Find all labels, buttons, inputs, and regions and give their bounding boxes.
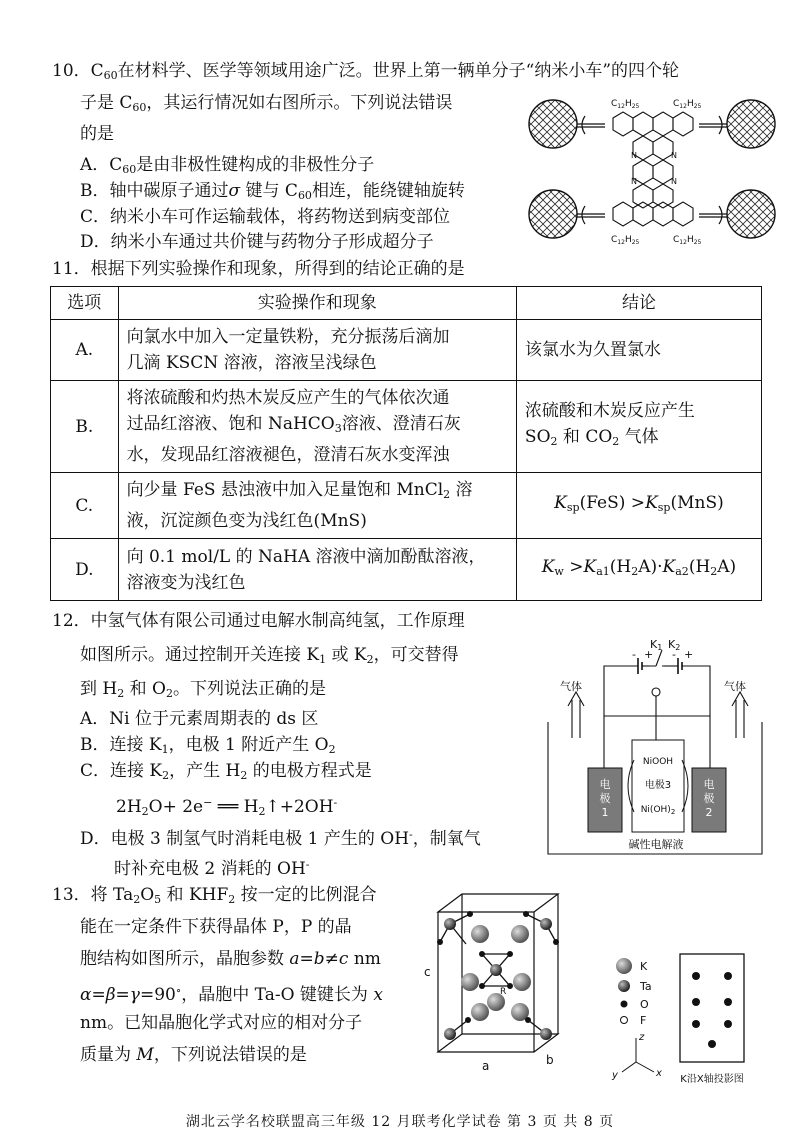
table-row: C. 向少量 FeS 悬浊液中加入足量饱和 MnCl$_2$ 溶 液，沉淀颜色变为浅红色(MnS) $K_{sp}(FeS) >K_{sp}(MnS)$ <box>51 473 762 539</box>
q11-stem: 11．根据下列实验操作和现象，所得到的结论正确的是 <box>52 259 465 279</box>
svg-text:K2: K2 <box>668 638 681 652</box>
svg-text:气体: 气体 <box>724 680 746 693</box>
q13-number: 13． <box>52 885 91 905</box>
svg-text:1: 1 <box>601 806 609 819</box>
svg-text:C12H25: $C_{12}H_{25}$ <box>673 99 702 110</box>
svg-text:Ni(OH)2: $Ni(OH)_2$ <box>640 805 676 816</box>
q10-stem-line2: 子是 $C_{60}$，其运行情况如右图所示。下列说法错误 <box>80 93 453 114</box>
svg-text:K: K <box>640 960 648 973</box>
svg-text:Ta: Ta <box>640 980 652 993</box>
q12-number: 12． <box>52 611 91 631</box>
svg-text:气体: 气体 <box>560 680 582 693</box>
svg-text:R: R <box>500 987 507 997</box>
svg-text:N: N <box>671 151 677 160</box>
q13-legend <box>616 958 652 1027</box>
q12-stem-line1: 12．中氢气体有限公司通过电解水制高纯氢，工作原理 <box>52 611 465 631</box>
q10-alkyl-labels <box>611 99 702 246</box>
q13-coordinate-axes <box>622 1038 654 1072</box>
svg-text:C12H25: $C_{12}H_{25}$ <box>611 235 640 246</box>
svg-text:K1: K1 <box>650 638 663 652</box>
svg-text:y: y <box>612 1070 618 1081</box>
q12-option-d-line1: D．电极 3 制氢气时消耗电极 1 产生的 OH-，制氧气 <box>80 828 481 849</box>
svg-text:C12H25: $C_{12}H_{25}$ <box>673 235 702 246</box>
svg-text:x: x <box>656 1068 662 1079</box>
q10-option-d: D．纳米小车通过共价键与药物分子形成超分子 <box>80 232 434 252</box>
q10-nanocar-figure <box>527 92 779 250</box>
svg-text:C12H25: $C_{12}H_{25}$ <box>611 99 640 110</box>
page-footer: 湖北云学名校联盟高三年级 12 月联考化学试卷 第 3 页 共 8 页 <box>185 1114 615 1130</box>
q10-option-a: A．$C_{60}$是由非极性键构成的非极性分子 <box>80 155 375 176</box>
table-row: D. 向 0.1 mol/L 的 NaHA 溶液中滴加酚酞溶液， 溶液变为浅红色 $K_w >K_{a1}(H_2A)\cdot K_{a2}(H_2A)$ <box>51 539 762 601</box>
q13-line5: nm。已知晶胞化学式对应的相对分子 <box>80 1013 363 1033</box>
q13-line2: 能在一定条件下获得晶体 P，P 的晶 <box>80 917 352 937</box>
q10-number: 10． <box>52 61 91 81</box>
table-row: B. 将浓硫酸和灼热木炭反应产生的气体依次通 过品红溶液、饱和 NaHCO$_3$溶液、澄清石灰 水，发现品红溶液褪色，澄清石灰水变浑浊 浓硫酸和木炭反应产生 $SO_2$ 和 $CO_2$ 气体 <box>51 381 762 473</box>
svg-text:a: a <box>482 1059 490 1073</box>
svg-text:电: 电 <box>599 778 611 791</box>
svg-text:-: - <box>672 648 676 661</box>
q12-option-d-line2: 时补充电极 2 消耗的 OH- <box>114 858 310 879</box>
fullerene-wheel-tr <box>727 100 775 148</box>
q13-crystal-figure <box>410 884 780 1092</box>
q12-option-a: A．Ni 位于元素周期表的 ds 区 <box>80 709 319 729</box>
svg-text:极: 极 <box>599 792 611 805</box>
q10-stem-line3: 的是 <box>80 124 114 144</box>
header-option: 选项 <box>51 287 119 320</box>
svg-text:2: 2 <box>705 806 713 819</box>
q13-line6: 质量为 M，下列说法错误的是 <box>80 1045 307 1065</box>
q13-line3: 胞结构如图所示，晶胞参数 a=b≠c nm <box>80 949 381 969</box>
q10-option-c: C．纳米小车可作运输载体，将药物送到病变部位 <box>80 207 451 227</box>
q12-option-c: C．连接 $K_2$，产生 $H_2$ 的电极方程式是 <box>80 761 372 782</box>
svg-text:NiOOH: NiOOH <box>642 757 674 767</box>
svg-text:-: - <box>632 648 636 661</box>
svg-text:N: N <box>631 177 637 186</box>
svg-text:+: + <box>644 648 654 661</box>
fullerene-wheel-br <box>727 190 775 238</box>
q12-electrolysis-figure <box>540 636 772 862</box>
q11-number: 11． <box>52 259 91 279</box>
svg-text:电极3: 电极3 <box>644 780 672 791</box>
svg-text:O: O <box>640 998 649 1011</box>
svg-text:c: c <box>424 965 431 979</box>
svg-text:N: N <box>671 177 677 186</box>
header-operation: 实验操作和现象 <box>118 287 516 320</box>
k-projection-caption: K沿X轴投影图 <box>680 1074 744 1085</box>
svg-text:电: 电 <box>703 778 715 791</box>
q12-option-b: B．连接 $K_1$，电极 1 附近产生 $O_2$ <box>80 735 336 756</box>
q10-option-b: B．轴中碳原子通过σ 键与 $C_{60}$相连，能绕键轴旋转 <box>80 181 465 202</box>
q11-experiment-table <box>50 286 762 601</box>
q13-line4: α=β=γ=90∘，晶胞中 Ta-O 键键长为 x <box>80 984 383 1005</box>
q12-stem-line2: 如图所示。通过控制开关连接 $K_1$ 或 $K_2$，可交替得 <box>80 645 459 666</box>
header-conclusion: 结论 <box>516 287 761 320</box>
svg-text:F: F <box>640 1014 647 1027</box>
svg-text:N: N <box>631 151 637 160</box>
svg-text:+: + <box>684 648 694 661</box>
table-row: A. 向氯水中加入一定量铁粉，充分振荡后滴加 几滴 KSCN 溶液，溶液呈浅绿色 该氯水为久置氯水 <box>51 320 762 381</box>
svg-text:b: b <box>546 1053 554 1067</box>
svg-text:z: z <box>639 1032 645 1043</box>
svg-text:极: 极 <box>703 792 715 805</box>
q13-line1: 13．将 $Ta_2O_5$ 和 $KHF_2$ 按一定的比例混合 <box>52 885 377 906</box>
q12-stem-line3: 到 $H_2$ 和 $O_2$。下列说法正确的是 <box>80 679 326 700</box>
table-header-row <box>51 287 762 320</box>
q10-stem-line1: 10．$C_{60}$在材料学、医学等领域用途广泛。世界上第一辆单分子“纳米小车”的四个轮 <box>52 61 680 82</box>
fullerene-wheel-bl <box>529 190 577 238</box>
electrolyte-caption: 碱性电解液 <box>628 838 684 851</box>
fullerene-wheel-tl <box>529 100 577 148</box>
q12-equation: $2H_2O+ 2e^-$ ══ $H_2↑+2OH^-$ <box>116 796 338 818</box>
